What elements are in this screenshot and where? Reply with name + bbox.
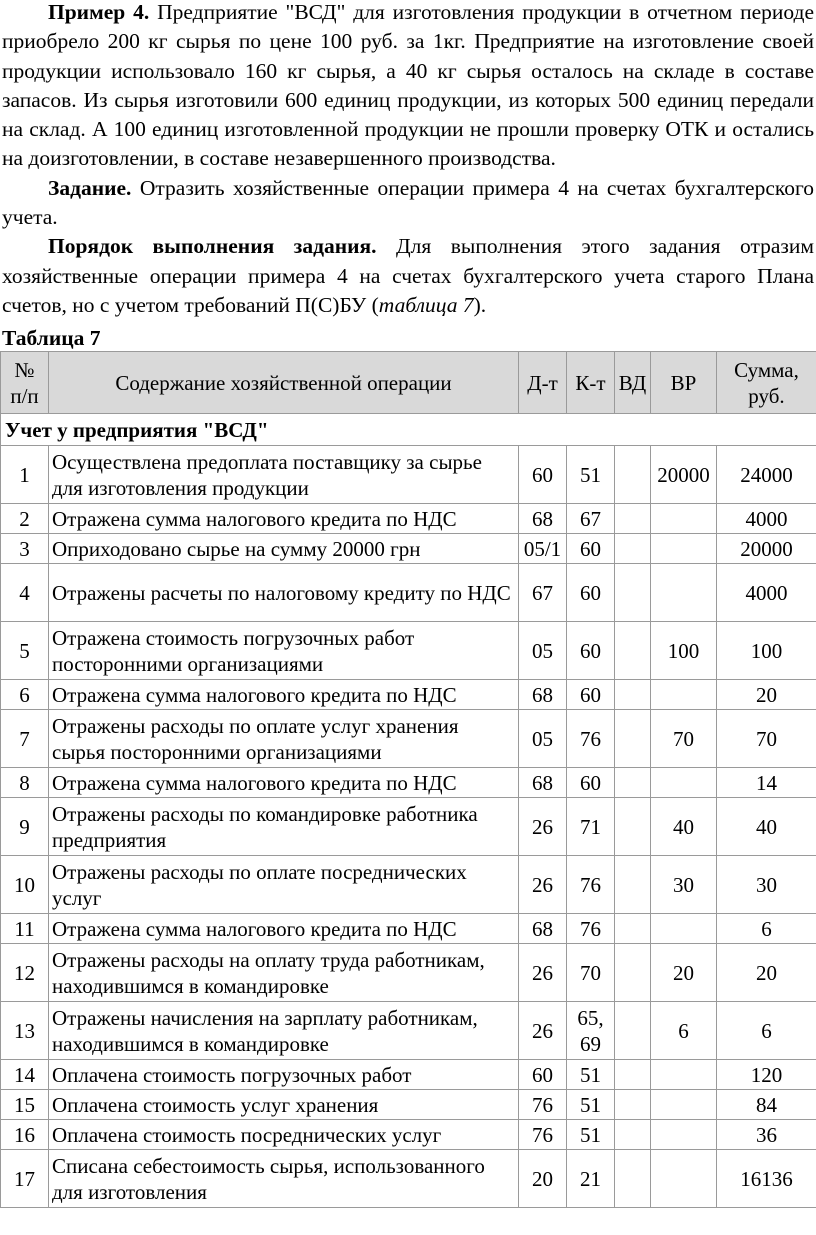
table-row	[1, 680, 816, 710]
row-vd	[615, 856, 651, 914]
row-vd	[615, 504, 651, 534]
row-sum: 100	[717, 622, 816, 680]
row-vr	[651, 914, 717, 944]
row-number: 11	[1, 914, 49, 944]
row-debit: 05	[519, 622, 567, 680]
row-sum: 70	[717, 710, 816, 768]
task-label: Задание.	[48, 175, 132, 200]
table-row	[1, 446, 816, 504]
row-vd	[615, 680, 651, 710]
example-paragraph	[2, 0, 814, 174]
table-header-row	[1, 352, 816, 414]
row-vd	[615, 1060, 651, 1090]
table-row	[1, 710, 816, 768]
row-credit: 60	[567, 622, 615, 680]
row-description: Списана себестоимость сырья, использованного для изготовления	[49, 1150, 519, 1208]
task-paragraph	[2, 174, 814, 233]
header-number: № п/п	[1, 352, 49, 414]
row-debit: 26	[519, 798, 567, 856]
table-row	[1, 856, 816, 914]
row-vd	[615, 1120, 651, 1150]
row-description: Отражена сумма налогового кредита по НДС	[49, 914, 519, 944]
row-sum: 20000	[717, 534, 816, 564]
row-credit: 21	[567, 1150, 615, 1208]
row-credit: 76	[567, 710, 615, 768]
row-credit: 51	[567, 1060, 615, 1090]
row-vr: 20	[651, 944, 717, 1002]
row-sum: 30	[717, 856, 816, 914]
row-vd	[615, 768, 651, 798]
row-debit: 26	[519, 856, 567, 914]
row-vd	[615, 710, 651, 768]
table-row	[1, 798, 816, 856]
operations-table	[0, 351, 816, 1208]
procedure-table-ref: таблица 7	[378, 292, 474, 317]
row-sum: 4000	[717, 504, 816, 534]
table-row	[1, 1002, 816, 1060]
row-description: Оплачена стоимость услуг хранения	[49, 1090, 519, 1120]
header-debit: Д-т	[519, 352, 567, 414]
row-sum: 16136	[717, 1150, 816, 1208]
row-description: Отражена сумма налогового кредита по НДС	[49, 680, 519, 710]
row-number: 12	[1, 944, 49, 1002]
row-vr: 40	[651, 798, 717, 856]
row-sum: 6	[717, 1002, 816, 1060]
row-vr	[651, 1120, 717, 1150]
row-number: 6	[1, 680, 49, 710]
row-credit: 60	[567, 768, 615, 798]
table-row	[1, 622, 816, 680]
table-row	[1, 944, 816, 1002]
row-vr	[651, 680, 717, 710]
row-vd	[615, 1090, 651, 1120]
row-debit: 20	[519, 1150, 567, 1208]
row-credit: 70	[567, 944, 615, 1002]
row-sum: 36	[717, 1120, 816, 1150]
row-sum: 120	[717, 1060, 816, 1090]
row-description: Отражена сумма налогового кредита по НДС	[49, 768, 519, 798]
row-vr	[651, 534, 717, 564]
header-vr: ВР	[651, 352, 717, 414]
row-vr: 30	[651, 856, 717, 914]
row-vd	[615, 944, 651, 1002]
row-vr	[651, 1060, 717, 1090]
row-debit: 68	[519, 768, 567, 798]
section-row	[1, 414, 816, 446]
row-debit: 68	[519, 914, 567, 944]
row-vd	[615, 798, 651, 856]
row-description: Оприходовано сырье на сумму 20000 грн	[49, 534, 519, 564]
table-row	[1, 1090, 816, 1120]
table-caption: Таблица 7	[2, 326, 101, 350]
row-vd	[615, 1002, 651, 1060]
section-title: Учет у предприятия "ВСД"	[1, 414, 816, 446]
table-row	[1, 914, 816, 944]
row-sum: 40	[717, 798, 816, 856]
row-credit: 60	[567, 680, 615, 710]
header-sum: Сумма, руб.	[717, 352, 816, 414]
row-credit: 51	[567, 1090, 615, 1120]
row-number: 5	[1, 622, 49, 680]
row-vr	[651, 504, 717, 534]
row-number: 10	[1, 856, 49, 914]
row-credit: 51	[567, 446, 615, 504]
table-row	[1, 1150, 816, 1208]
row-description: Оплачена стоимость погрузочных работ	[49, 1060, 519, 1090]
row-vr	[651, 1150, 717, 1208]
row-number: 8	[1, 768, 49, 798]
table-row	[1, 1060, 816, 1090]
row-vd	[615, 446, 651, 504]
row-description: Отражены расходы на оплату труда работникам, находившимся в командировке	[49, 944, 519, 1002]
table-row	[1, 768, 816, 798]
row-vr: 100	[651, 622, 717, 680]
task-body: Отразить хозяйственные операции примера 4 на счетах бухгалтерского учета.	[2, 175, 815, 230]
row-number: 4	[1, 564, 49, 622]
row-debit: 26	[519, 944, 567, 1002]
row-number: 17	[1, 1150, 49, 1208]
header-vd: ВД	[615, 352, 651, 414]
procedure-paragraph	[2, 232, 814, 320]
row-vr	[651, 768, 717, 798]
row-number: 16	[1, 1120, 49, 1150]
row-credit: 76	[567, 856, 615, 914]
header-content: Содержание хозяйственной операции	[49, 352, 519, 414]
table-row	[1, 564, 816, 622]
row-sum: 20	[717, 944, 816, 1002]
row-description: Оплачена стоимость посреднических услуг	[49, 1120, 519, 1150]
row-vr	[651, 564, 717, 622]
row-sum: 4000	[717, 564, 816, 622]
intro-text	[2, 0, 814, 320]
row-credit: 76	[567, 914, 615, 944]
row-sum: 84	[717, 1090, 816, 1120]
row-debit: 05/1	[519, 534, 567, 564]
row-debit: 26	[519, 1002, 567, 1060]
row-sum: 24000	[717, 446, 816, 504]
row-vd	[615, 534, 651, 564]
row-sum: 14	[717, 768, 816, 798]
row-debit: 68	[519, 504, 567, 534]
row-vr: 20000	[651, 446, 717, 504]
row-debit: 05	[519, 710, 567, 768]
row-vd	[615, 1150, 651, 1208]
table-row	[1, 504, 816, 534]
row-description: Отражена сумма налогового кредита по НДС	[49, 504, 519, 534]
procedure-body-a: Для выполнения этого задания отразим хозяйственные операции примера 4 на счетах бухгалтерского учета старого Плана счетов, но с учетом требований П(С)БУ (	[2, 234, 814, 317]
row-description: Отражены начисления на зарплату работникам, находившимся в командировке	[49, 1002, 519, 1060]
row-number: 1	[1, 446, 49, 504]
table-row	[1, 534, 816, 564]
row-number: 13	[1, 1002, 49, 1060]
row-number: 14	[1, 1060, 49, 1090]
row-number: 3	[1, 534, 49, 564]
row-number: 15	[1, 1090, 49, 1120]
row-vd	[615, 622, 651, 680]
row-debit: 60	[519, 1060, 567, 1090]
row-credit: 65, 69	[567, 1002, 615, 1060]
procedure-body-b: ).	[473, 292, 487, 317]
row-credit: 51	[567, 1120, 615, 1150]
procedure-label: Порядок выполнения задания.	[48, 234, 377, 259]
row-number: 2	[1, 504, 49, 534]
row-description: Осуществлена предоплата поставщику за сырье для изготовления продукции	[49, 446, 519, 504]
row-vr: 70	[651, 710, 717, 768]
row-credit: 60	[567, 564, 615, 622]
row-debit: 67	[519, 564, 567, 622]
example-label: Пример 4.	[48, 0, 150, 24]
row-number: 7	[1, 710, 49, 768]
row-description: Отражены расходы по оплате услуг хранения сырья посторонними организациями	[49, 710, 519, 768]
row-debit: 68	[519, 680, 567, 710]
row-number: 9	[1, 798, 49, 856]
row-description: Отражены расходы по командировке работника предприятия	[49, 798, 519, 856]
row-vr	[651, 1090, 717, 1120]
row-vd	[615, 564, 651, 622]
header-credit: К-т	[567, 352, 615, 414]
row-credit: 71	[567, 798, 615, 856]
table-row	[1, 1120, 816, 1150]
row-description: Отражена стоимость погрузочных работ посторонними организациями	[49, 622, 519, 680]
row-sum: 6	[717, 914, 816, 944]
row-credit: 67	[567, 504, 615, 534]
row-credit: 60	[567, 534, 615, 564]
row-debit: 76	[519, 1090, 567, 1120]
row-description: Отражены расчеты по налоговому кредиту по НДС	[49, 564, 519, 622]
row-vd	[615, 914, 651, 944]
row-sum: 20	[717, 680, 816, 710]
row-debit: 76	[519, 1120, 567, 1150]
example-body: Предприятие "ВСД" для изготовления продукции в отчетном периоде приобрело 200 кг сырья по цене 100 руб. за 1кг. Предприятие на изготовление своей продукции использовало 160 кг сырья, а 40 кг сырья осталось на складе в составе запасов. Из сырья изготовили 600 единиц продукции, из которых 500 единиц передали на склад. А 100 единиц изготовленной продукции не прошли проверку ОТК и остались на доизготовлении, в составе незавершенного производства.	[2, 0, 814, 171]
row-debit: 60	[519, 446, 567, 504]
row-description: Отражены расходы по оплате посреднических услуг	[49, 856, 519, 914]
row-vr: 6	[651, 1002, 717, 1060]
